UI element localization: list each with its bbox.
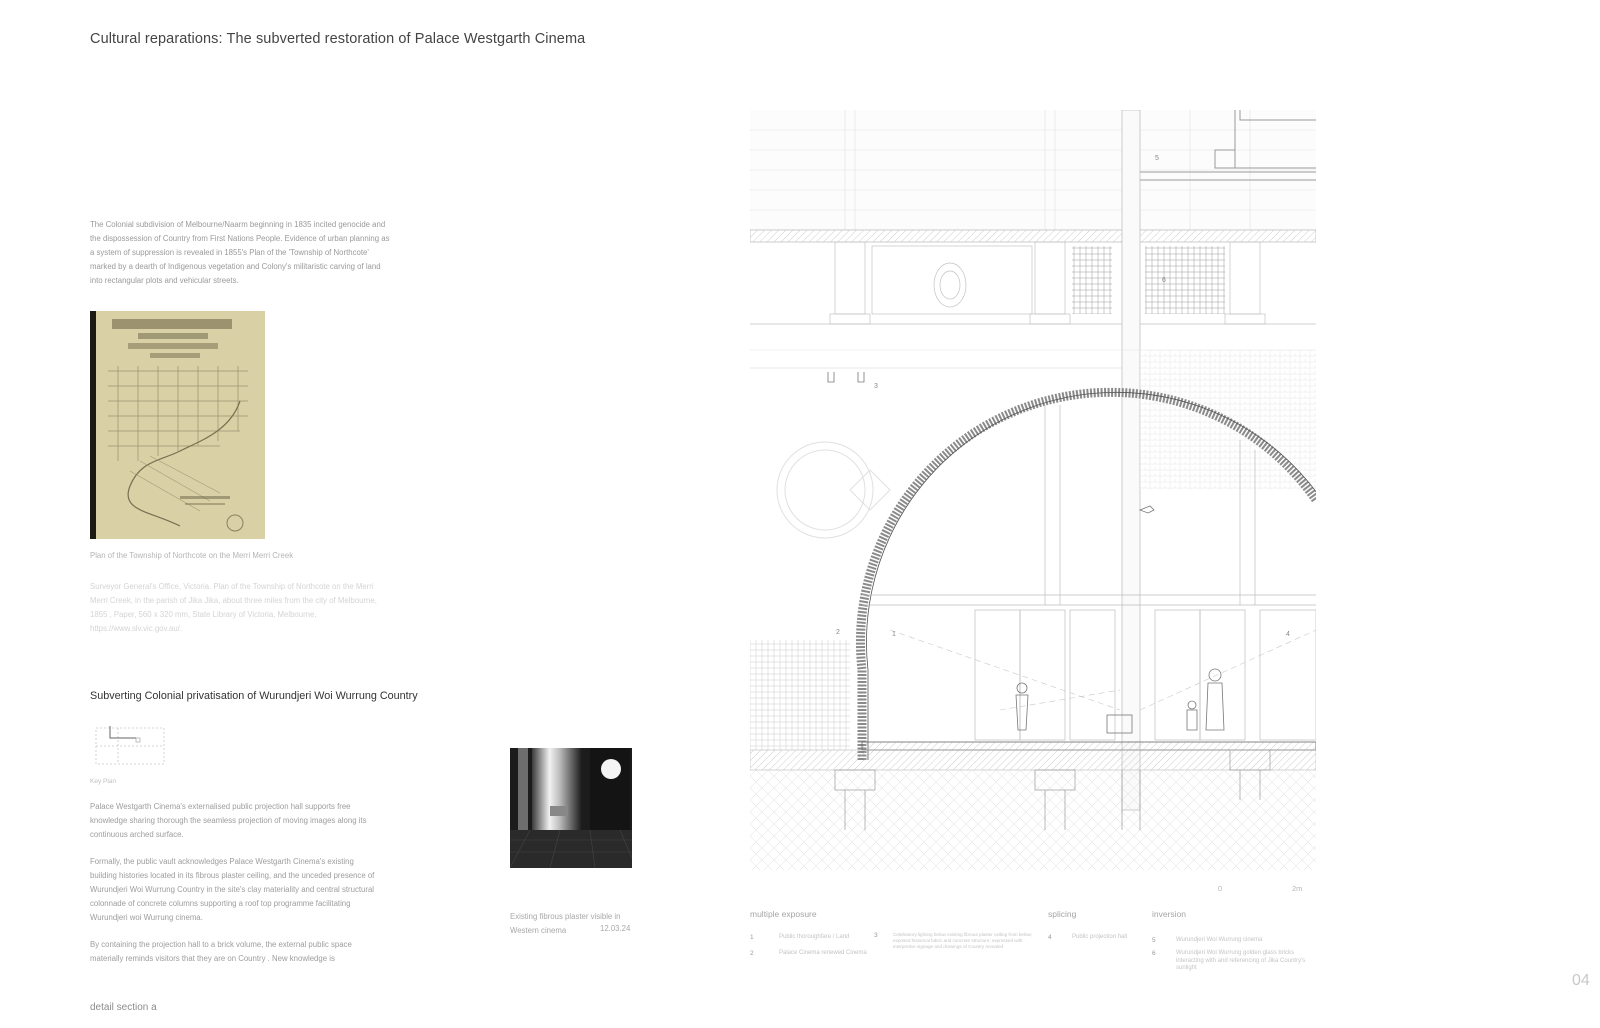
body-paragraph-1: Palace Westgarth Cinema's externalised public projection hall supports free knowledge sharing thorough the seamless projection of moving images along its continuous arched surface. [90, 802, 367, 839]
fibrous-plaster-ceiling [750, 242, 1316, 324]
legend-number: 5 [1152, 937, 1156, 944]
legend-heading-inversion: inversion [1152, 909, 1187, 919]
floor-slab [862, 742, 1316, 750]
drawing-label-5: 5 [1155, 155, 1159, 162]
photo-date: 12.03.24 [600, 924, 631, 933]
drawing-label-1: 1 [892, 631, 896, 638]
page-number: 04 [1572, 972, 1590, 989]
legend-text: Public projection hall [1072, 934, 1128, 940]
map-credit: Surveyor General's Office, Victoria. Plan of the Township of Northcote on the Merri Merri Creek, in the parish of Jika Jika, about three miles from the city of Melbourne, 1855 , Paper, 560 x 320 mm, State Library of Victoria, Melbourne, https://www.slv.vic.gov.au/. [90, 582, 377, 633]
key-plan-diagram [92, 724, 168, 768]
detail-section-drawing [750, 110, 1316, 870]
intro-paragraph: The Colonial subdivision of Melbourne/Naarm beginning in 1835 incited genocide and the dispossession of Country from First Nations People. Evidence of urban planning as a system of suppression is revealed in 1855's Plan of the 'Township of Northcote' marked by a dearth of Indigenous vegetation and Colony's militaristic carving of land into rectangular plots and vehicular streets. [90, 220, 390, 285]
legend-text: Celebratory lighting below existing fibrous plaster ceiling from below; exposed historical fabric and concrete structure; expressed with interpretive signage and drawings of Country revealed [893, 932, 1033, 949]
ceiling-slab [750, 230, 1316, 242]
page-title: Cultural reparations: The subverted restoration of Palace Westgarth Cinema [90, 31, 586, 47]
photo-caption: Existing fibrous plaster visible in Western cinema [510, 912, 621, 935]
legend-number: 1 [750, 934, 754, 941]
glass-brick-panel [1072, 246, 1112, 314]
scale-end: 2m [1292, 884, 1303, 893]
legend-text: Wurundjeri Woi Wurrung golden glass bricks interacting with and referencing of Jika Country's sunlight [1176, 950, 1306, 971]
central-column [1122, 110, 1140, 810]
drawing-label-6: 6 [1162, 277, 1166, 284]
cinema-interior-photo [510, 748, 632, 868]
drawing-label-4: 4 [1286, 631, 1290, 638]
legend-text: Public thoroughfare / Land [779, 934, 850, 940]
seating-block [750, 640, 850, 750]
section-footer-label: detail section a [90, 1002, 157, 1013]
legend-number: 6 [1152, 950, 1156, 957]
decorative-medallion [777, 442, 890, 538]
legend-heading-multiple-exposure: multiple exposure [750, 909, 817, 919]
township-plan-image [90, 311, 265, 539]
map-caption: Plan of the Township of Northcote on the Merri Merri Creek [90, 551, 294, 560]
legend-text: Palace Cinema renewed Cinema [779, 950, 867, 956]
section-subheading: Subverting Colonial privatisation of Wurundjeri Woi Wurrung Country [90, 690, 418, 702]
legend-number: 2 [750, 950, 754, 957]
township-plan-map [90, 311, 265, 539]
key-plan-label: Key Plan [90, 778, 117, 785]
drawing-label-2: 2 [836, 629, 840, 636]
fibrous-plaster-photo [510, 748, 632, 868]
drawing-label-3: 3 [874, 383, 878, 390]
legend-number: 4 [1048, 934, 1052, 941]
scale-start: 0 [1218, 884, 1223, 893]
body-paragraph-2: Formally, the public vault acknowledges Palace Westgarth Cinema's existing building histories located in its fibrous plaster ceiling, and the unceded presence of Wurundjeri Woi Wurrung Country in the site's clay materiality and central structural colonnade of concrete columns supporting a roof top programme facilitating Wurundjeri woi Wurrung cinema. [90, 857, 375, 922]
legend-text: Wurundjeri Woi Wurrung cinema [1176, 937, 1263, 943]
body-paragraph-3: By containing the projection hall to a brick volume, the external public space materially reminds visitors that they are on Country . New knowledge is [90, 940, 352, 963]
glass-brick-panel [1145, 246, 1225, 314]
legend-number: 3 [874, 932, 878, 939]
legend-heading-splicing: splicing [1048, 909, 1077, 919]
upper-ceiling-zone [750, 110, 1316, 230]
